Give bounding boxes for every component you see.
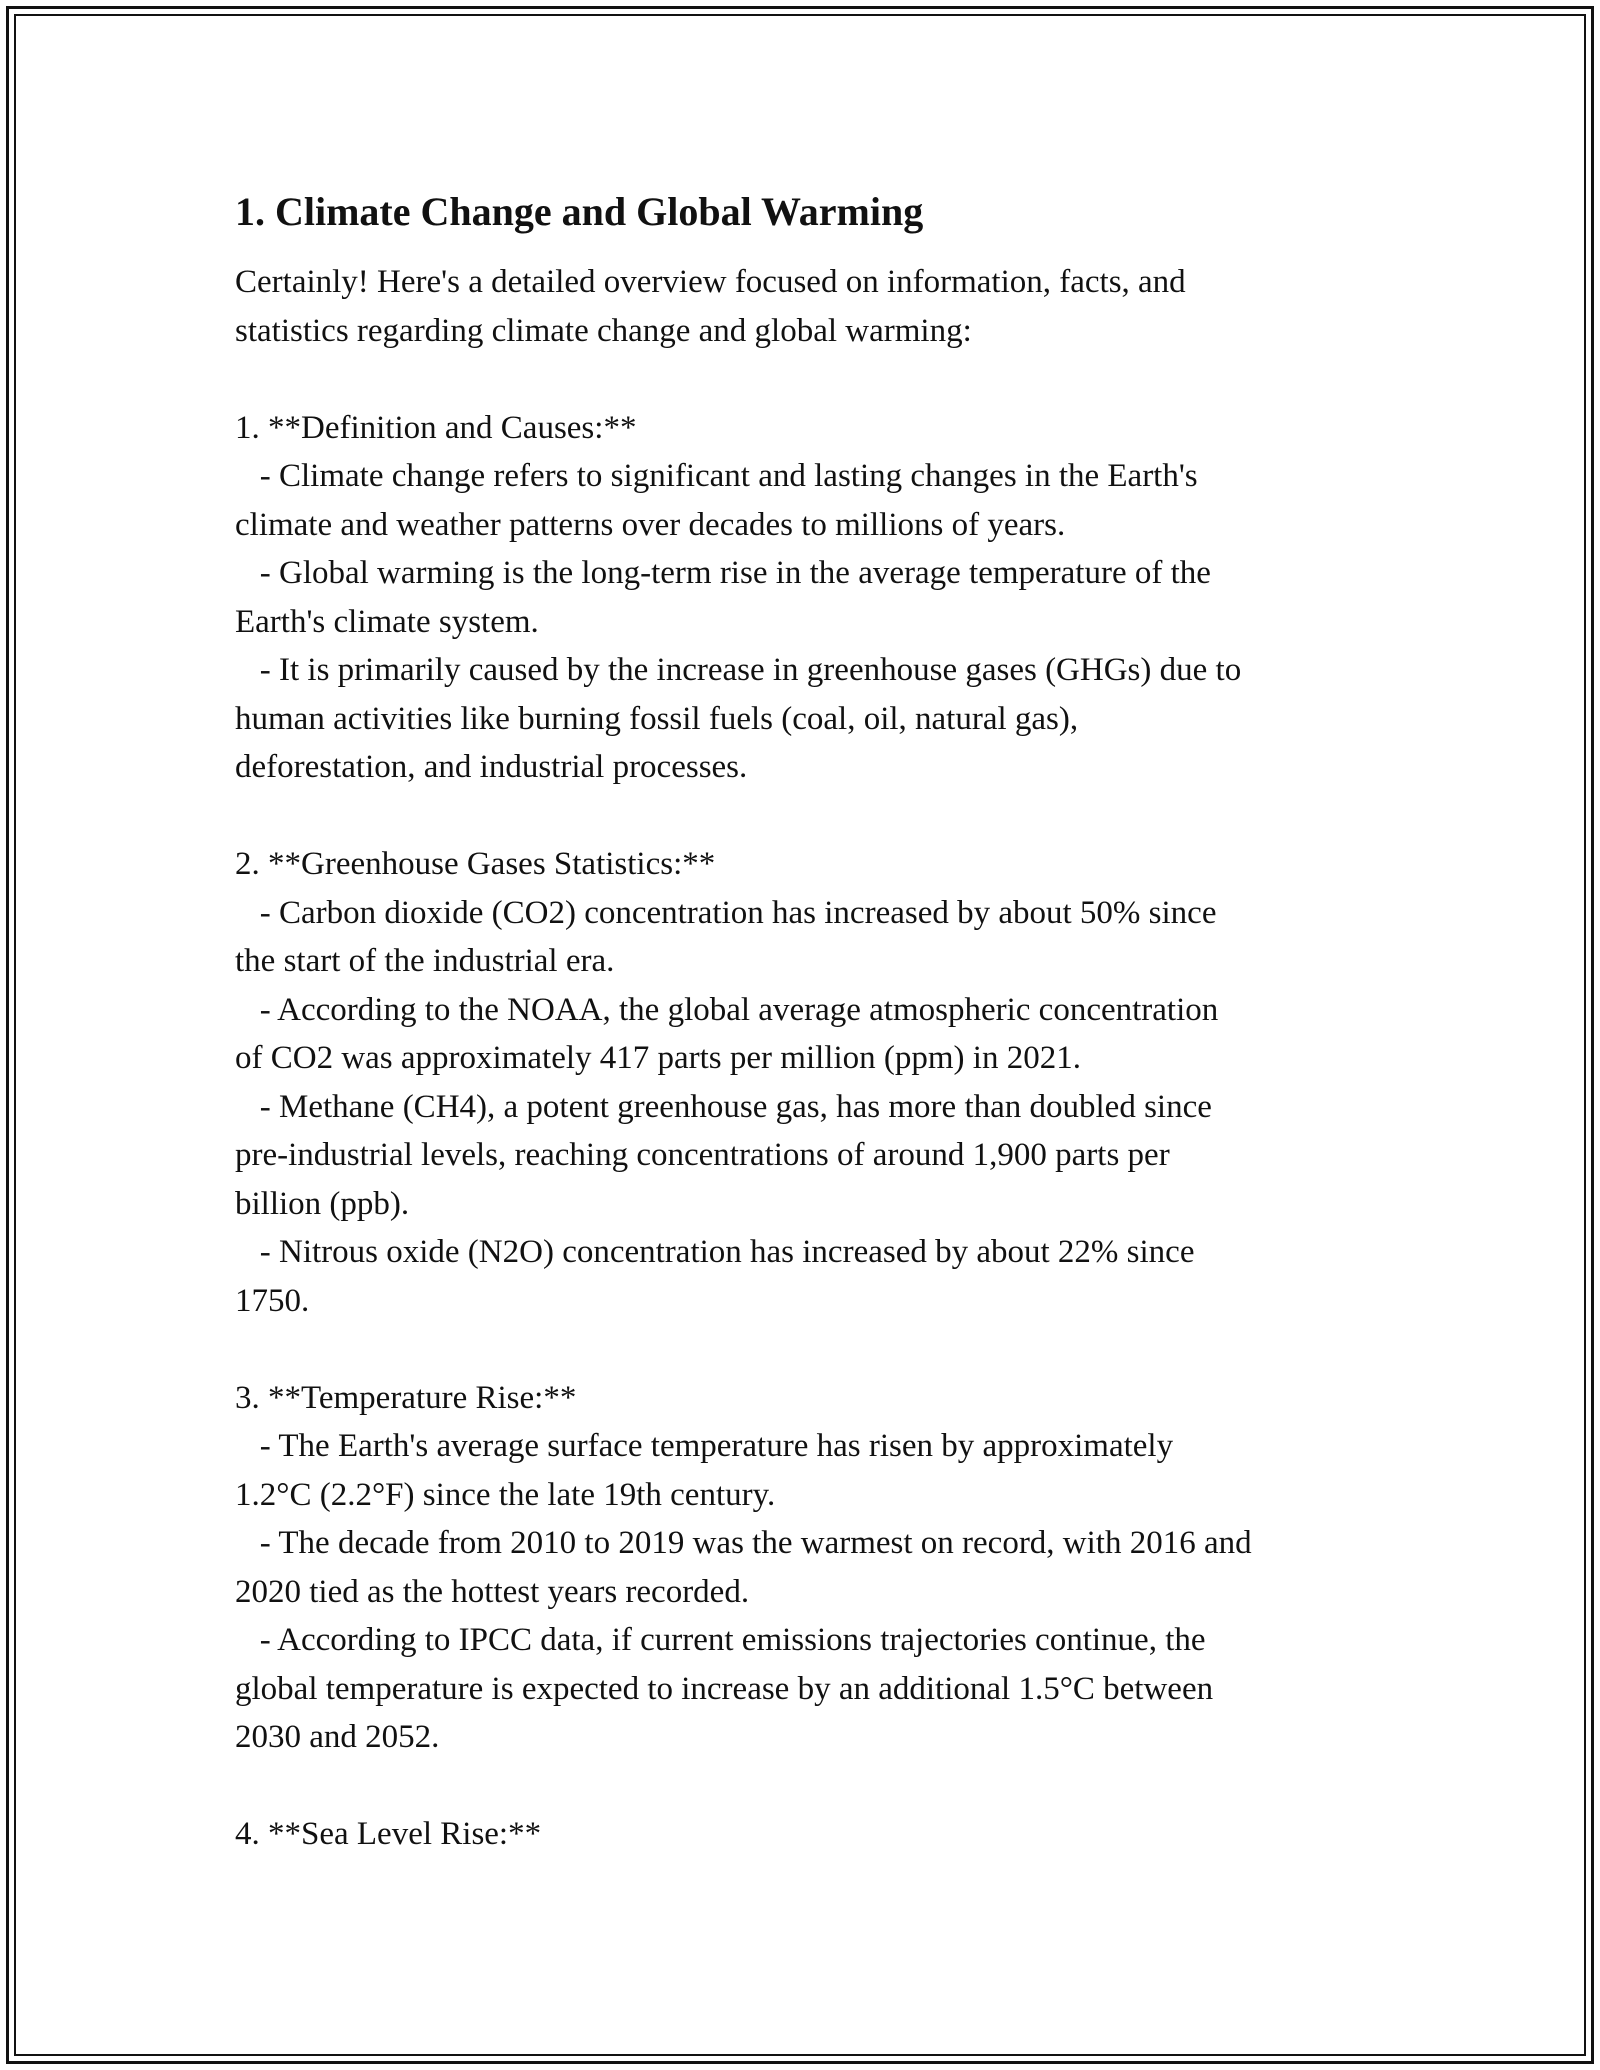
document-body: Certainly! Here's a detailed overview focused on information, facts, and statistics regarding climate change and global warming: 1. **Definition and Causes:** - Climate change refers to significant and lasting changes in the Earth's climate and weather patterns over decades to millions of years. - Global warming is the long-term rise in the average temperature of the Earth's climate system. - It is primarily caused by the increase in greenhouse gases (GHGs) due to human activities like burning fossil fuels (coal, oil, natural gas), deforestation, and industrial processes. 2. **Greenhouse Gases Statistics:** - Carbon dioxide (CO2) concentration has increased by about 50% since the start of the industrial era. - According to the NOAA, the global average atmospheric concentration of CO2 was approximately 417 parts per million (ppm) in 2021. - Methane (CH4), a potent greenhouse gas, has more than doubled since pre-industrial levels, reaching concentrations of around 1,900 parts per billion (ppb). - Nitrous oxide (N2O) concentration has increased by about 22% since 1750. 3. **Temperature Rise:** - The Earth's average surface temperature has risen by approximately 1.2°C (2.2°F) since the late 19th century. - The decade from 2010 to 2019 was the warmest on record, with 2016 and 2020 tied as the hottest years recorded. - According to IPCC data, if current emissions trajectories continue, the global temperature is expected to increase by an additional 1.5°C between 2030 and 2052. 4. **Sea Level Rise:** bbox=[235, 264, 1252, 1852]
document-content bbox=[235, 186, 1375, 1859]
document-title: 1. Climate Change and Global Warming bbox=[235, 189, 924, 234]
